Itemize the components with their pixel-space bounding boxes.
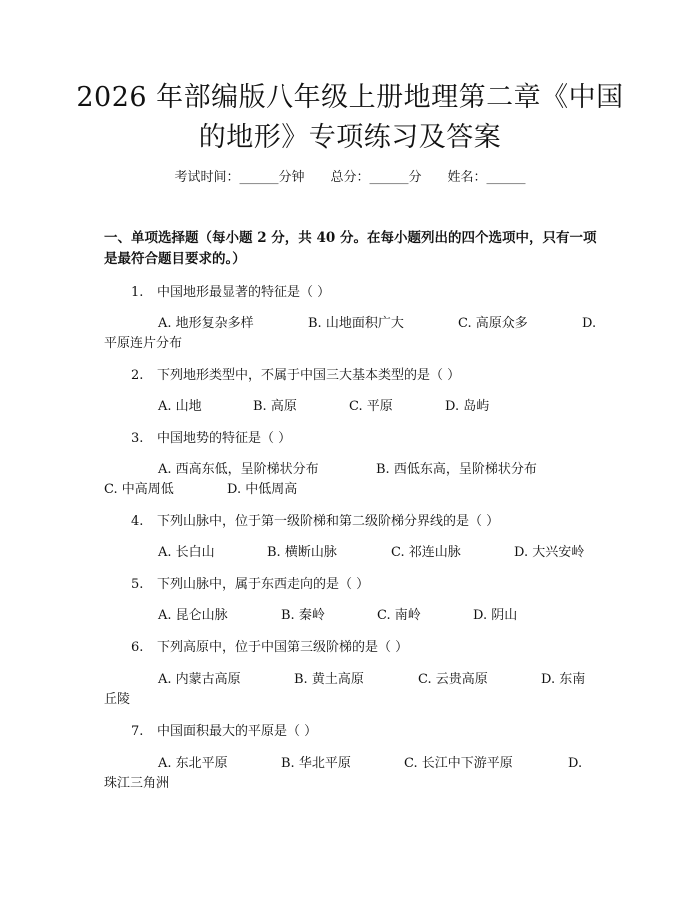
total-score-field: 总分：______分 [330, 170, 422, 185]
question-6 [131, 638, 408, 658]
option-6a: A. 内蒙古高原 [158, 672, 241, 687]
option-7b: B. 华北平原 [281, 756, 351, 771]
question-number: 6. [131, 640, 144, 655]
option-4d: D. 大兴安岭 [514, 545, 585, 560]
option-7d: D. [568, 756, 583, 771]
option-3d: D. 中低周高 [227, 482, 298, 497]
question-7 [131, 722, 317, 742]
document-title-line-1: 2026 年部编版八年级上册地理第二章《中国 [76, 82, 624, 113]
question-number: 3. [131, 431, 144, 446]
question-number: 1. [131, 285, 144, 300]
option-7a: A. 东北平原 [158, 756, 228, 771]
option-1a: A. 地形复杂多样 [158, 316, 254, 331]
exam-time-field: 考试时间：______分钟 [174, 170, 305, 185]
option-7d-wrap: 珠江三角洲 [104, 776, 170, 791]
option-1d: D. [582, 316, 597, 331]
option-5c: C. 南岭 [377, 608, 421, 623]
option-1c: C. 高原众多 [458, 316, 528, 331]
option-1d-wrap: 平原连片分布 [104, 336, 183, 351]
option-7c: C. 长江中下游平原 [404, 756, 513, 771]
option-5b: B. 秦岭 [281, 608, 325, 623]
section-heading-line-1: 一、单项选择题（每小题 2 分，共 40 分。在每小题列出的四个选项中，只有一项 [104, 230, 597, 246]
option-6d: D. 东南 [541, 672, 586, 687]
question-number: 5. [131, 577, 144, 592]
option-4a: A. 长白山 [158, 545, 215, 560]
option-4c: C. 祁连山脉 [391, 545, 461, 560]
question-4 [131, 512, 499, 532]
question-number: 7. [131, 724, 144, 739]
exam-info [0, 168, 700, 188]
option-2c: C. 平原 [349, 399, 393, 414]
question-text: 中国面积最大的平原是（ ） [157, 724, 318, 739]
question-text: 下列高原中，位于中国第三级阶梯的是（ ） [157, 640, 409, 655]
question-text: 下列山脉中，位于第一级阶梯和第二级阶梯分界线的是（ ） [157, 514, 500, 529]
option-3b: B. 西低东高，呈阶梯状分布 [376, 462, 537, 477]
question-1 [131, 283, 330, 303]
student-name-field: 姓名：______ [447, 170, 526, 185]
question-text: 下列山脉中，属于东西走向的是（ ） [157, 577, 370, 592]
option-3a: A. 西高东低，呈阶梯状分布 [158, 462, 319, 477]
question-3 [131, 429, 291, 449]
option-6c: C. 云贵高原 [418, 672, 488, 687]
question-text: 下列地形类型中，不属于中国三大基本类型的是（ ） [157, 368, 461, 383]
option-6b: B. 黄土高原 [294, 672, 364, 687]
question-2 [131, 366, 460, 386]
option-5d: D. 阴山 [473, 608, 518, 623]
question-text: 中国地势的特征是（ ） [157, 431, 292, 446]
option-2b: B. 高原 [253, 399, 297, 414]
document-title-line-2: 的地形》专项练习及答案 [198, 122, 502, 153]
section-heading-line-2: 是最符合题目要求的。） [104, 251, 246, 267]
option-5a: A. 昆仑山脉 [158, 608, 228, 623]
option-3c: C. 中高周低 [104, 482, 174, 497]
option-2d: D. 岛屿 [445, 399, 490, 414]
question-number: 4. [131, 514, 144, 529]
option-4b: B. 横断山脉 [267, 545, 337, 560]
question-5 [131, 575, 369, 595]
option-6d-wrap: 丘陵 [104, 692, 131, 707]
question-text: 中国地形最显著的特征是（ ） [157, 285, 331, 300]
option-2a: A. 山地 [158, 399, 202, 414]
option-1b: B. 山地面积广大 [308, 316, 404, 331]
question-number: 2. [131, 368, 144, 383]
